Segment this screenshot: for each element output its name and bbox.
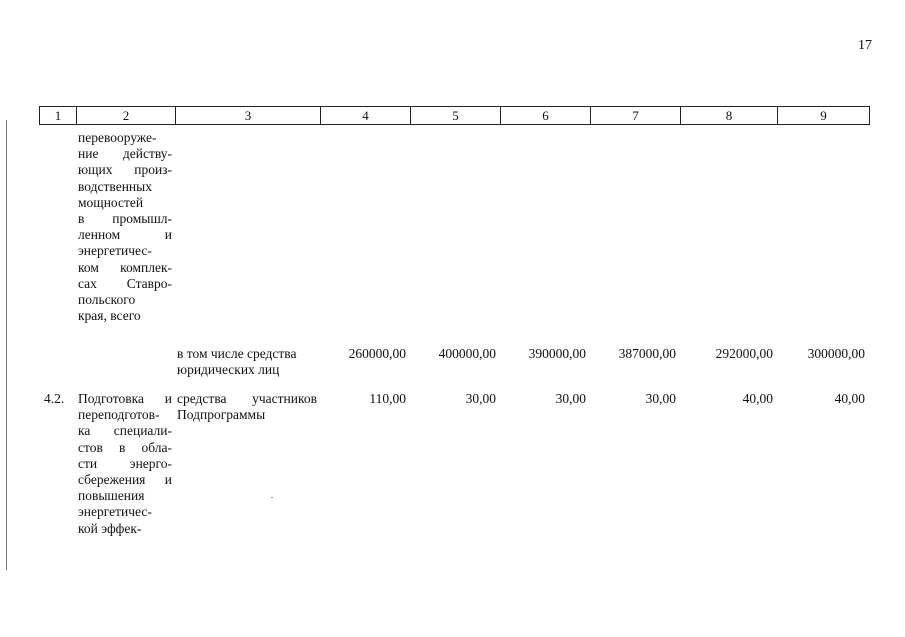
header-col-3: 3 — [176, 106, 321, 125]
name-line: ка специали- — [78, 423, 172, 439]
name-line: польского — [78, 291, 136, 307]
name-line: края, всего — [78, 308, 141, 324]
name-line: повышения — [78, 488, 145, 504]
name-line: в промышл- — [78, 210, 172, 226]
legal-value-col-4: 260000,00 — [348, 346, 406, 361]
name-line: энергетичес- — [78, 243, 152, 259]
header-col-1: 1 — [39, 106, 77, 125]
header-col-6: 6 — [501, 106, 591, 125]
legal-value-col-7: 387000,00 — [618, 346, 676, 361]
legal-value-col-6: 390000,00 — [528, 346, 586, 361]
legal-value-col-8: 292000,00 — [715, 346, 773, 361]
row-4-2-value-col-9: 40,00 — [834, 391, 865, 406]
header-col-9: 9 — [778, 106, 870, 125]
header-col-7: 7 — [591, 106, 681, 125]
legal-value-col-5: 400000,00 — [438, 346, 496, 361]
name-line: сах Ставро- — [78, 275, 172, 291]
header-col-4: 4 — [321, 106, 411, 125]
name-line: стов в обла- — [78, 439, 172, 455]
name-line: переподготов- — [78, 407, 160, 423]
legal-value-col-9: 300000,00 — [807, 346, 865, 361]
left-margin-rule — [6, 120, 7, 570]
name-line: ком комплек- — [78, 259, 172, 275]
page-number: 17 — [858, 38, 872, 53]
row-number: 4.2. — [44, 391, 65, 406]
name-line: энергетичес- — [78, 504, 152, 520]
name-line: сбережения и — [78, 471, 172, 487]
name-line: водственных — [78, 178, 152, 194]
name-line: кой эффек- — [78, 520, 142, 536]
name-line: Подготовка и — [78, 391, 172, 406]
name-line: ленном и — [78, 227, 172, 243]
legal-funds-source — [177, 346, 319, 378]
row-4-2-name — [78, 391, 172, 537]
name-line: мощностей — [78, 194, 144, 210]
row-4-2-value-col-4: 110,00 — [369, 391, 406, 406]
source-line: юридических лиц — [177, 362, 280, 378]
source-line: в том числе средства — [177, 346, 297, 361]
row-4-2-value-col-8: 40,00 — [742, 391, 773, 406]
header-col-2: 2 — [77, 106, 176, 125]
name-line: сти энерго- — [78, 455, 172, 471]
scan-speck — [271, 497, 273, 498]
table-header-row — [39, 106, 870, 125]
continued-row-name — [78, 130, 172, 324]
header-col-5: 5 — [411, 106, 501, 125]
name-line: ние действу- — [78, 146, 172, 162]
row-4-2-value-col-7: 30,00 — [645, 391, 676, 406]
source-line: средства участников — [177, 391, 317, 406]
source-line: Подпрограммы — [177, 407, 266, 423]
name-line: ющих произ- — [78, 162, 172, 178]
row-4-2-value-col-6: 30,00 — [555, 391, 586, 406]
header-col-8: 8 — [681, 106, 778, 125]
name-line: перевооруже- — [78, 130, 157, 145]
row-4-2-source — [177, 391, 319, 423]
row-4-2-value-col-5: 30,00 — [465, 391, 496, 406]
